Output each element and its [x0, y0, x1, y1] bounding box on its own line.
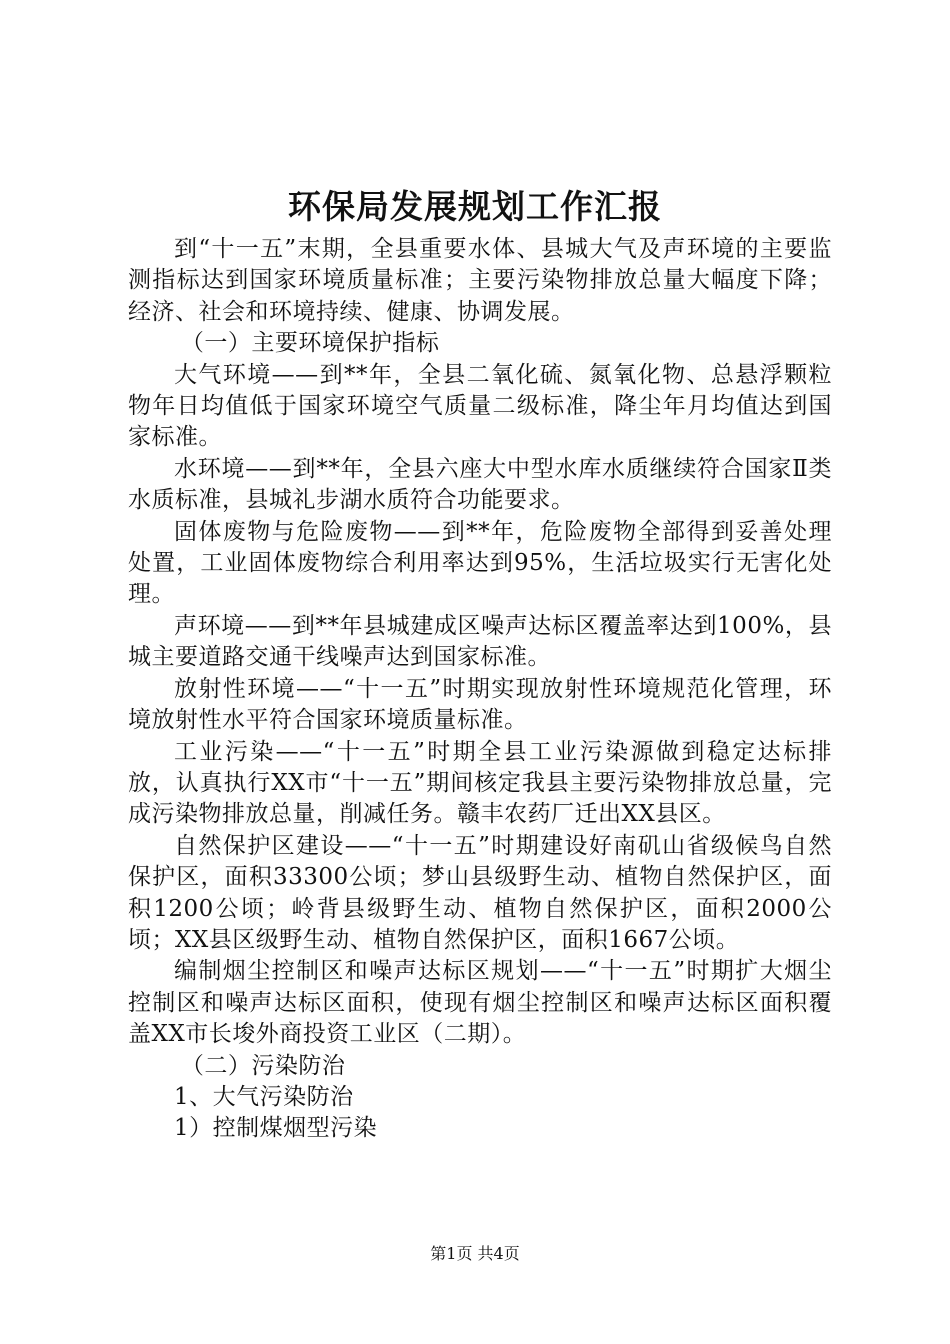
document-body — [128, 234, 832, 1145]
paragraph-intro: 到“十一五”末期，全县重要水体、县城大气及声环境的主要监测指标达到国家环境质量标准；主要污染物排放总量大幅度下降；经济、社会和环境持续、健康、协调发展。 — [128, 236, 832, 325]
section-heading-pollution-control: （二）污染防治 — [180, 1052, 346, 1079]
paragraph-air-environment: 大气环境——到**年，全县二氧化硫、氮氧化物、总悬浮颗粒物年日均值低于国家环境空气质量二级标准，降尘年月均值达到国家标准。 — [128, 361, 832, 451]
paragraph-nature-reserves: 自然保护区建设——“十一五”时期建设好南矶山省级候鸟自然保护区，面积33300公顷；梦山县级野生动、植物自然保护区，面积1200公顷；岭背县级野生动、植物自然保护区，面积2000公顷；XX县区级野生动、植物自然保护区，面积1667公顷。 — [128, 832, 832, 953]
page-footer: 第1页 共4页 — [430, 1244, 520, 1263]
subheading-coal-smoke: 1）控制煤烟型污染 — [174, 1115, 378, 1142]
document-title: 环保局发展规划工作汇报 — [288, 187, 662, 226]
paragraph-solid-waste: 固体废物与危险废物——到**年，危险废物全部得到妥善处理处置，工业固体废物综合利用率达到95%，生活垃圾实行无害化处理。 — [128, 518, 832, 608]
paragraph-noise-environment: 声环境——到**年县城建成区噪声达标区覆盖率达到100%，县城主要道路交通干线噪声达到国家标准。 — [128, 612, 832, 671]
paragraph-control-zone-planning: 编制烟尘控制区和噪声达标区规划——“十一五”时期扩大烟尘控制区和噪声达标区面积，使现有烟尘控制区和噪声达标区面积覆盖XX市长埈外商投资工业区（二期）。 — [128, 958, 832, 1048]
paragraph-industrial-pollution: 工业污染——“十一五”时期全县工业污染源做到稳定达标排放，认真执行XX市“十一五”期间核定我县主要污染物排放总量，完成污染物排放总量，削减任务。赣丰农药厂迁出XX县区。 — [128, 738, 832, 828]
paragraph-radiation-environment: 放射性环境——“十一五”时期实现放射性环境规范化管理，环境放射性水平符合国家环境质量标准。 — [128, 675, 832, 734]
paragraph-water-environment: 水环境——到**年，全县六座大中型水库水质继续符合国家Ⅱ类水质标准，县城礼步湖水质符合功能要求。 — [128, 455, 832, 514]
section-heading-indicators: （一）主要环境保护指标 — [180, 330, 440, 357]
subheading-air-pollution: 1、大气污染防治 — [174, 1083, 354, 1110]
